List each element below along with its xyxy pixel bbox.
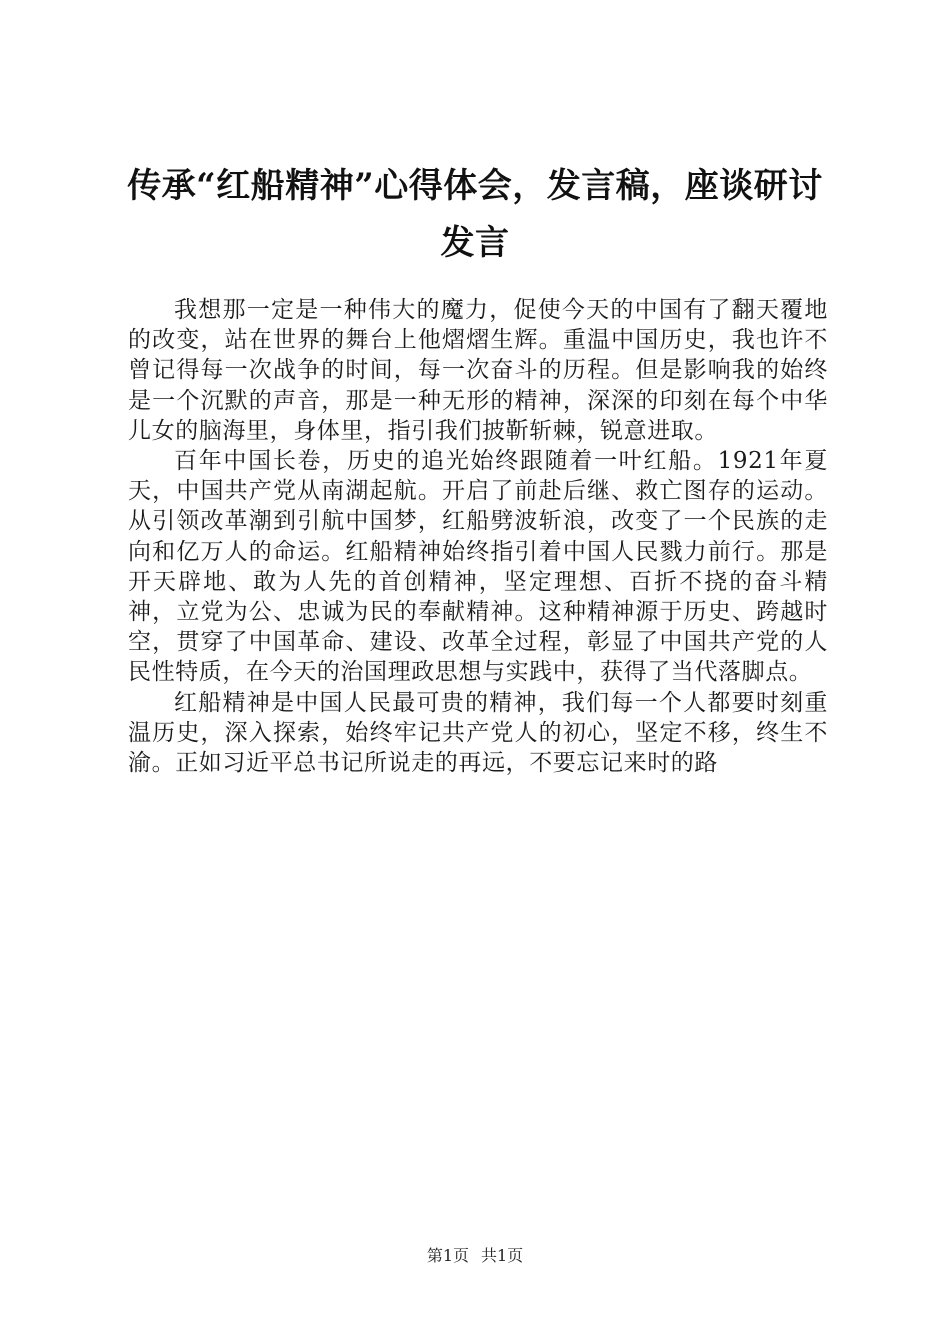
paragraph-3: 红船精神是中国人民最可贵的精神，我们每一个人都要时刻重温历史，深入探索，始终牢记共产党人的初心，坚定不移，终生不渝。正如习近平总书记所说走的再远，不要忘记来时的路 bbox=[128, 689, 828, 777]
paragraph-1: 我想那一定是一种伟大的魔力，促使今天的中国有了翻天覆地的改变，站在世界的舞台上他熠熠生辉。重温中国历史，我也许不曾记得每一次战争的时间，每一次奋斗的历程。但是影响我的始终是一个沉默的声音，那是一种无形的精神，深深的印刻在每个中华儿女的脑海里，身体里，指引我们披靳斩棘，锐意进取。 bbox=[128, 297, 828, 444]
document-title: 传承“红船精神”心得体会，发言稿，座谈研讨发言 bbox=[127, 166, 823, 263]
document-body bbox=[128, 295, 828, 778]
page-footer bbox=[0, 1244, 950, 1268]
page-total: 共1页 bbox=[481, 1246, 524, 1265]
page-number: 第1页 bbox=[426, 1246, 469, 1265]
paragraph-2: 百年中国长卷，历史的追光始终跟随着一叶红船。1921年夏天，中国共产党从南湖起航。开启了前赴后继、救亡图存的运动。从引领改革潮到引航中国梦，红船劈波斩浪，改变了一个民族的走向和亿万人的命运。红船精神始终指引着中国人民戮力前行。那是开天辟地、敢为人先的首创精神，坚定理想、百折不挠的奋斗精神，立党为公、忠诚为民的奉献精神。这种精神源于历史、跨越时空，贯穿了中国革命、建设、改革全过程，彰显了中国共产党的人民性特质，在今天的治国理政思想与实践中，获得了当代落脚点。 bbox=[128, 448, 828, 686]
